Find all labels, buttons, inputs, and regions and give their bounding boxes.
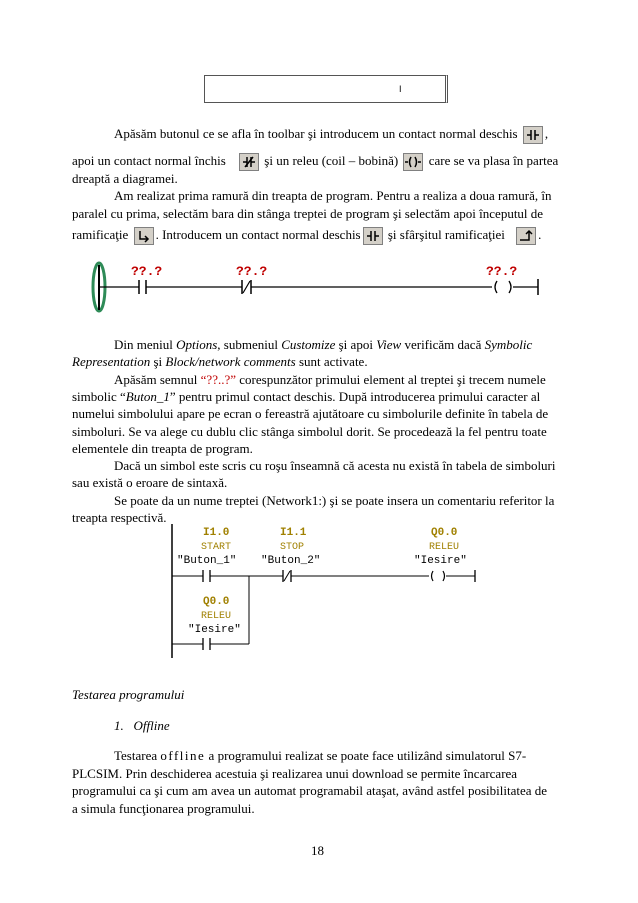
para6-line1: Se poate da un nume treptei (Network1:) şi se poate insera un comentariu referitor la <box>114 493 555 508</box>
normally-open-contact-icon[interactable] <box>363 227 383 245</box>
para1-line3: dreaptă a diagramei. <box>72 171 178 186</box>
para4-line3: numelui simbolului apare pe ecran o fereastră ajutătoare cu simbolurile definite în tabela de <box>72 406 549 421</box>
open-branch-icon[interactable] <box>134 227 154 245</box>
para6-line2: treapta respectivă. <box>72 510 167 525</box>
c1-addr: I1.0 <box>203 527 230 539</box>
para7-line1: Testarea offline a programului realizat se poate face utilizând simulatorul S7- <box>114 748 527 763</box>
normally-closed-contact-icon[interactable] <box>239 153 259 171</box>
para7-line2: PLCSIM. Prin deschiderea acestuia şi realizarea unui download se permite încarcarea <box>72 766 518 781</box>
para7-line3: programului ca şi cum am avea un automat programabil ataşat, având astfel posibilitatea de <box>72 783 548 798</box>
coil-releu-right <box>443 571 445 581</box>
para5-line1: Dacă un simbol este scris cu roşu înseamnă că acesta nu există în tabela de simboluri <box>114 458 556 473</box>
operand-label-3: ??.? <box>486 264 518 279</box>
coil-right <box>509 281 511 293</box>
page-number: 18 <box>311 843 324 858</box>
c2-sym: STOP <box>280 542 305 553</box>
c3-sym: RELEU <box>429 542 460 553</box>
contact-stop-slash <box>284 571 290 581</box>
para4-line1: Apăsăm semnul “??..?” corespunzător primului element al treptei şi trecem numele <box>114 372 546 387</box>
contact-2-slash <box>243 281 250 293</box>
para4-line4: simboluri. Se va alege cu dublu clic stânga simbolul dorit. Se procedează la fel pentru toate <box>72 424 547 439</box>
para2-line2: paralel cu prima, selectăm bara din stânga treptei de program şi selectăm apoi începutul de <box>72 206 544 221</box>
para5-line2: sau există o eroare de sintaxă. <box>72 475 228 490</box>
para1-line2: apoi un contact normal închis şi un releu (coil – bobină) care se va plasa în partea <box>72 152 592 171</box>
c1-sym: START <box>201 542 232 553</box>
para4-line5: elementele din treapta de program. <box>72 441 253 456</box>
coil-icon[interactable] <box>403 153 423 171</box>
toolbar-strip <box>204 75 448 103</box>
ladder-diagram-symbolic <box>0 520 638 660</box>
c2-addr: I1.1 <box>280 527 307 539</box>
close-branch-icon[interactable] <box>516 227 536 245</box>
coil-left <box>495 281 497 293</box>
c2-name: "Buton_2" <box>261 555 321 567</box>
para4-line2: simbolic “Buton_1” pentru primul contact deschis. După introducerea primului caracter al <box>72 389 541 404</box>
para7-line4: a simula funcţionarea programului. <box>72 801 255 816</box>
operand-label-1: ??.? <box>131 264 163 279</box>
toolbar-marker: I <box>399 84 402 94</box>
para2-line1: Am realizat prima ramură din treapta de program. Pentru a realiza a doua ramură, în <box>114 188 552 203</box>
para3-line1: Din meniul Options, submeniul Customize şi apoi View verificăm dacă Symbolic <box>114 337 533 352</box>
para1-line1: Apăsăm butonul ce se afla în toolbar şi introducem un contact normal deschis , <box>114 125 584 144</box>
coil-releu-left <box>432 571 434 581</box>
c4-addr: Q0.0 <box>203 596 230 608</box>
section-heading: Testarea programului <box>72 687 185 702</box>
normally-open-contact-icon[interactable] <box>523 126 543 144</box>
c3-addr: Q0.0 <box>431 527 458 539</box>
ladder-diagram-empty <box>0 255 638 325</box>
section-item: 1. Offline <box>114 718 170 733</box>
c4-sym: RELEU <box>201 611 232 622</box>
para2-line3: ramificaţie . Introducem un contact normal deschis şi sfârşitul ramificaţiei . <box>72 226 541 245</box>
operand-label-2: ??.? <box>236 264 268 279</box>
c3-name: "Iesire" <box>414 555 467 567</box>
c1-name: "Buton_1" <box>177 555 237 567</box>
c4-name: "Iesire" <box>188 624 241 636</box>
para3-line2: Representation şi Block/network comments sunt activate. <box>72 354 368 369</box>
